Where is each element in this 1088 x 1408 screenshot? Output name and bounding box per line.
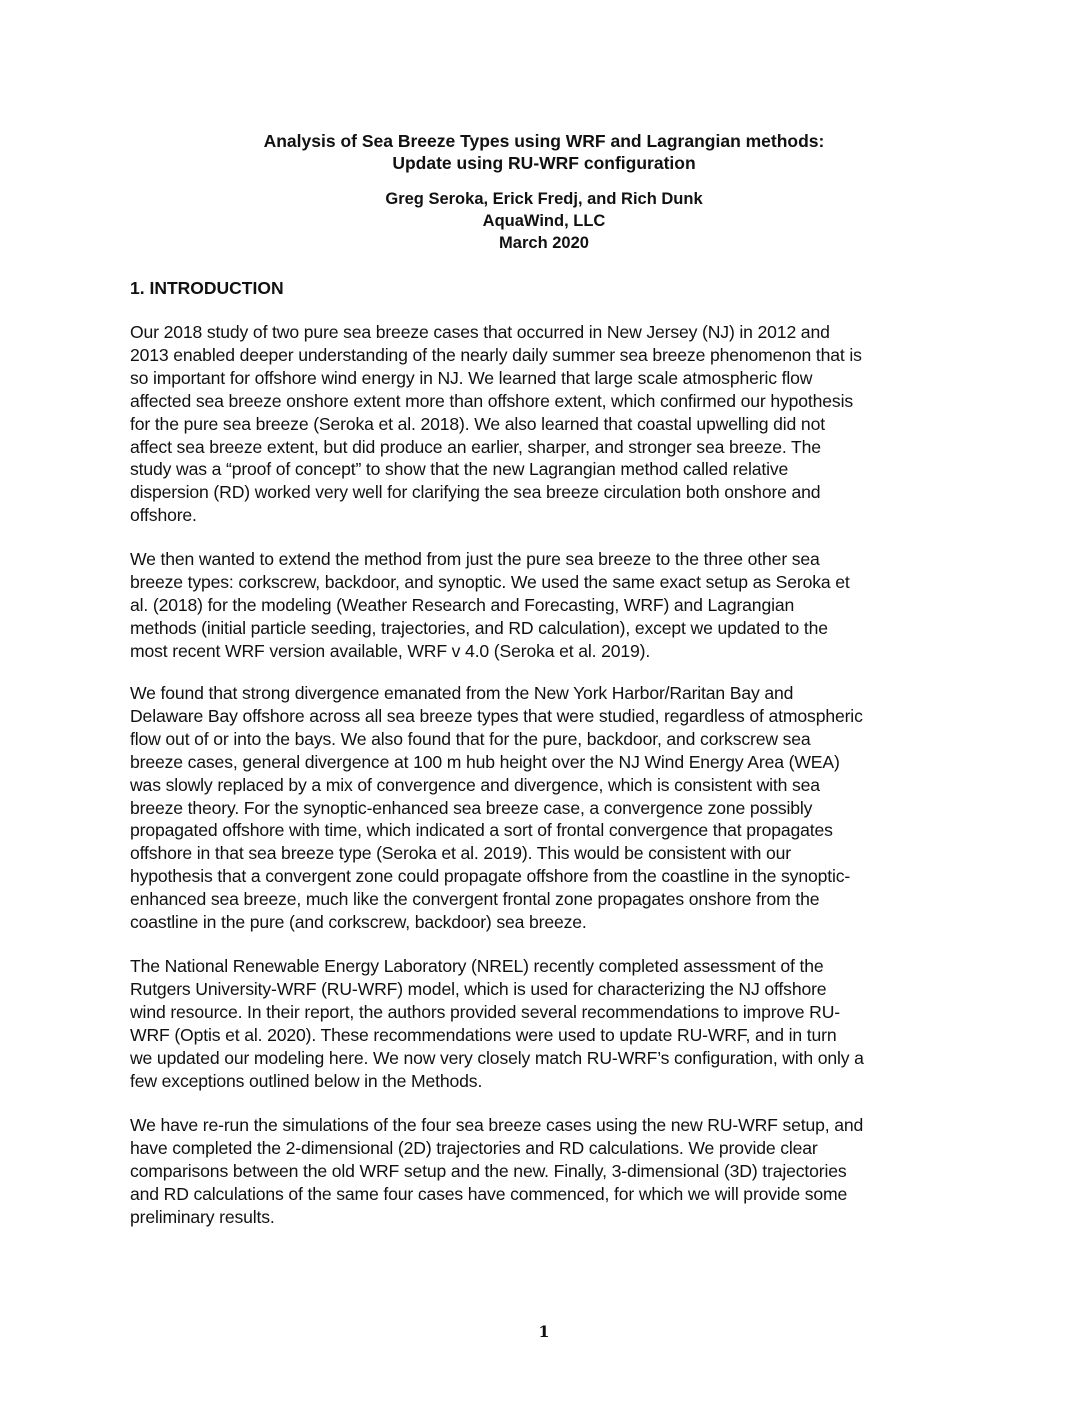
authors: Greg Seroka, Erick Fredj, and Rich Dunk (385, 190, 703, 208)
paragraph-line: methods (initial particle seeding, trajectories, and RD calculation), except we updated to the (130, 617, 828, 638)
paragraph-1 (130, 321, 970, 527)
paragraph-line: Delaware Bay offshore across all sea breeze types that were studied, regardless of atmospheric (130, 705, 863, 726)
author-block (100, 188, 988, 254)
title-line-2: Update using RU-WRF configuration (392, 153, 696, 173)
paragraph-line: al. (2018) for the modeling (Weather Research and Forecasting, WRF) and Lagrangian (130, 594, 795, 615)
paragraph-3 (130, 682, 970, 934)
paragraph-line: WRF (Optis et al. 2020). These recommendations were used to update RU-WRF, and in turn (130, 1024, 837, 1045)
paragraph-line: We then wanted to extend the method from just the pure sea breeze to the three other sea (130, 549, 820, 569)
paragraph-line: hypothesis that a convergent zone could propagate offshore from the coastline in the synoptic- (130, 866, 851, 887)
paragraph-line: 2013 enabled deeper understanding of the nearly daily summer sea breeze phenomenon that is (130, 344, 862, 365)
paragraph-line: breeze types: corkscrew, backdoor, and synoptic. We used the same exact setup as Seroka et (130, 571, 850, 592)
paragraph-line: Rutgers University-WRF (RU-WRF) model, which is used for characterizing the NJ offshore (130, 978, 827, 999)
paragraph-line: for the pure sea breeze (Seroka et al. 2018). We also learned that coastal upwelling did not (130, 413, 825, 434)
paragraph-line: We have re-run the simulations of the four sea breeze cases using the new RU-WRF setup, and (130, 1115, 864, 1135)
paragraph-line: study was a “proof of concept” to show that the new Lagrangian method called relative (130, 459, 789, 480)
section-heading: 1. INTRODUCTION (130, 278, 284, 298)
paragraph-line: breeze cases, general divergence at 100 m hub height over the NJ Wind Energy Area (WEA) (130, 751, 840, 772)
paragraph-line: The National Renewable Energy Laboratory (NREL) recently completed assessment of the (130, 956, 824, 976)
paragraph-line: offshore in that sea breeze type (Seroka et al. 2019). This would be consistent with our (130, 843, 791, 864)
paragraph-line: we updated our modeling here. We now very closely match RU-WRF’s configuration, with only a (130, 1047, 864, 1068)
title-line-1: Analysis of Sea Breeze Types using WRF and Lagrangian methods: (263, 131, 825, 151)
paragraph-line: affected sea breeze onshore extent more than offshore extent, which confirmed our hypothesis (130, 390, 853, 411)
paragraph-line: enhanced sea breeze, much like the convergent frontal zone propagates onshore from the (130, 889, 820, 910)
paragraph-line: was slowly replaced by a mix of convergence and divergence, which is consistent with sea (130, 774, 820, 795)
paragraph-line: preliminary results. (130, 1206, 275, 1227)
date: March 2020 (499, 234, 589, 252)
organization: AquaWind, LLC (482, 212, 606, 230)
paragraph-line: propagated offshore with time, which indicated a sort of frontal convergence that propagates (130, 820, 833, 841)
paragraph-4 (130, 955, 970, 1092)
paragraph-line: most recent WRF version available, WRF v 4.0 (Seroka et al. 2019). (130, 640, 651, 661)
paragraph-line: coastline in the pure (and corkscrew, backdoor) sea breeze. (130, 912, 587, 933)
paragraph-line: Our 2018 study of two pure sea breeze cases that occurred in New Jersey (NJ) in 2012 and (130, 322, 830, 342)
paragraph-line: We found that strong divergence emanated from the New York Harbor/Raritan Bay and (130, 683, 794, 703)
document-title (100, 130, 988, 174)
paragraph-line: comparisons between the old WRF setup and the new. Finally, 3-dimensional (3D) trajectories (130, 1160, 847, 1181)
paragraph-line: offshore. (130, 505, 197, 526)
paragraph-2 (130, 548, 970, 663)
paragraph-line: dispersion (RD) worked very well for clarifying the sea breeze circulation both onshore and (130, 482, 821, 503)
paragraph-5 (130, 1114, 970, 1229)
paragraph-line: affect sea breeze extent, but did produce an earlier, sharper, and stronger sea breeze. The (130, 436, 821, 457)
page-number: 1 (538, 1322, 550, 1341)
paragraph-line: breeze theory. For the synoptic-enhanced sea breeze case, a convergence zone possibly (130, 797, 813, 818)
paragraph-line: flow out of or into the bays. We also found that for the pure, backdoor, and corkscrew sea (130, 728, 811, 749)
paragraph-line: so important for offshore wind energy in NJ. We learned that large scale atmospheric flow (130, 367, 813, 388)
paragraph-line: few exceptions outlined below in the Methods. (130, 1070, 483, 1091)
paragraph-line: have completed the 2-dimensional (2D) trajectories and RD calculations. We provide clear (130, 1137, 818, 1158)
paragraph-line: wind resource. In their report, the authors provided several recommendations to improve RU- (130, 1001, 840, 1022)
paragraph-line: and RD calculations of the same four cases have commenced, for which we will provide some (130, 1183, 848, 1204)
